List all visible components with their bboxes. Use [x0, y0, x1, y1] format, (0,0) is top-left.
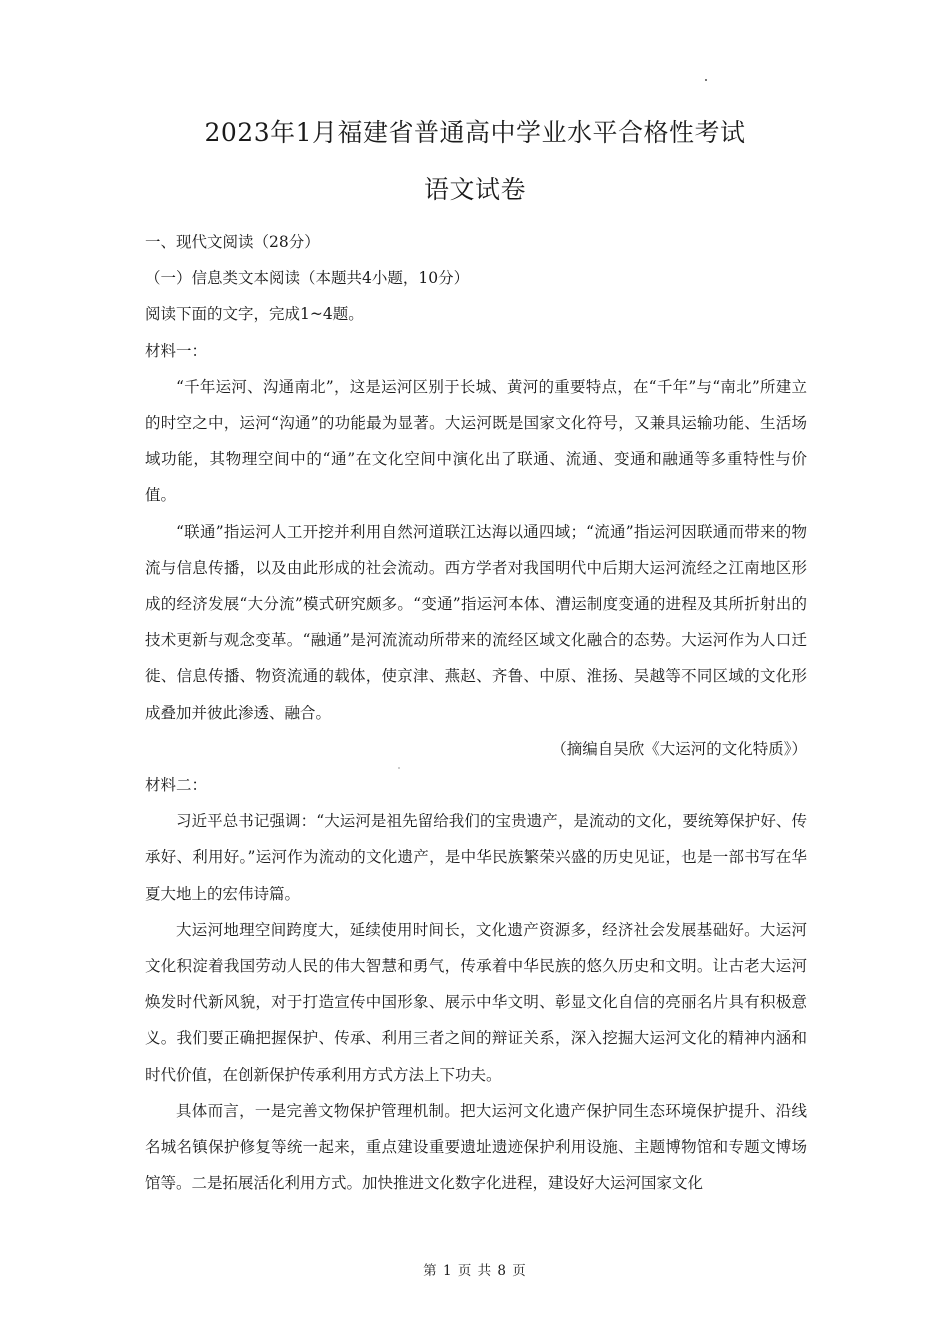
material2-paragraph: 具体而言，一是完善文物保护管理机制。把大运河文化遗产保护同生态环境保护提升、沿线名城名镇保护修复等统一起来，重点建设重要遗址遗迹保护利用设施、主题博物馆和专题文博场馆等。二是拓展活化利用方式。加快推进文化数字化进程，建设好大运河国家文化 [145, 1101, 807, 1193]
material1-label: 材料一： [145, 341, 208, 360]
material1-paragraph: “联通”指运河人工开挖并利用自然河道联江达海以通四域；“流通”指运河因联通而带来的物流与信息传播，以及由此形成的社会流动。西方学者对我国明代中后期大运河流经之江南地区形成的经济发展“大分流”模式研究颇多。“变通”指运河本体、漕运制度变通的进程及其所折射出的技术更新与观念变革。“融通”是河流流动所带来的流经区域文化融合的态势。大运河作为人口迁徙、信息传播、物资流通的载体，使京津、燕赵、齐鲁、中原、淮扬、吴越等不同区域的文化形成叠加并彼此渗透、融合。 [145, 522, 807, 722]
material2-label: 材料二： [145, 776, 208, 795]
reading-instruction: 阅读下面的文字，完成1~4题。 [145, 305, 364, 324]
subsection-heading: （一）信息类文本阅读（本题共4小题，10分） [145, 269, 470, 288]
material1-paragraph: “千年运河、沟通南北”，这是运河区别于长城、黄河的重要特点，在“千年”与“南北”所建立的时空之中，运河“沟通”的功能最为显著。大运河既是国家文化符号，又兼具运输功能、生活场域功能，其物理空间中的“通”在文化空间中演化出了联通、流通、变通和融通等多重特性与价值。 [145, 377, 807, 505]
material2-paragraph: 大运河地理空间跨度大，延续使用时间长，文化遗产资源多，经济社会发展基础好。大运河文化积淀着我国劳动人民的伟大智慧和勇气，传承着中华民族的悠久历史和文明。让古老大运河焕发时代新风貌，对于打造宣传中国形象、展示中华文明、彰显文化自信的亮丽名片具有积极意义。我们要正确把握保护、传承、利用三者之间的辩证关系，深入挖掘大运河文化的精神内涵和时代价值，在创新保护传承利用方式方法上下功夫。 [145, 920, 807, 1084]
exam-subtitle: 语文试卷 [423, 175, 526, 204]
exam-title: 2023年1月福建省普通高中学业水平合格性考试 [204, 118, 746, 147]
page-footer: 第 1 页 共 8 页 [423, 1263, 527, 1279]
exam-body [145, 224, 807, 1201]
section-heading: 一、现代文阅读（28分） [145, 233, 320, 251]
scan-speck [705, 79, 707, 81]
material2-paragraph: 习近平总书记强调：“大运河是祖先留给我们的宝贵遗产，是流动的文化，要统筹保护好、传承好、利用好。”运河作为流动的文化遗产，是中华民族繁荣兴盛的历史见证，也是一部书写在华夏大地上的宏伟诗篇。 [145, 812, 807, 903]
material1-source: （摘编自吴欣《大运河的文化特质》） [551, 739, 807, 758]
